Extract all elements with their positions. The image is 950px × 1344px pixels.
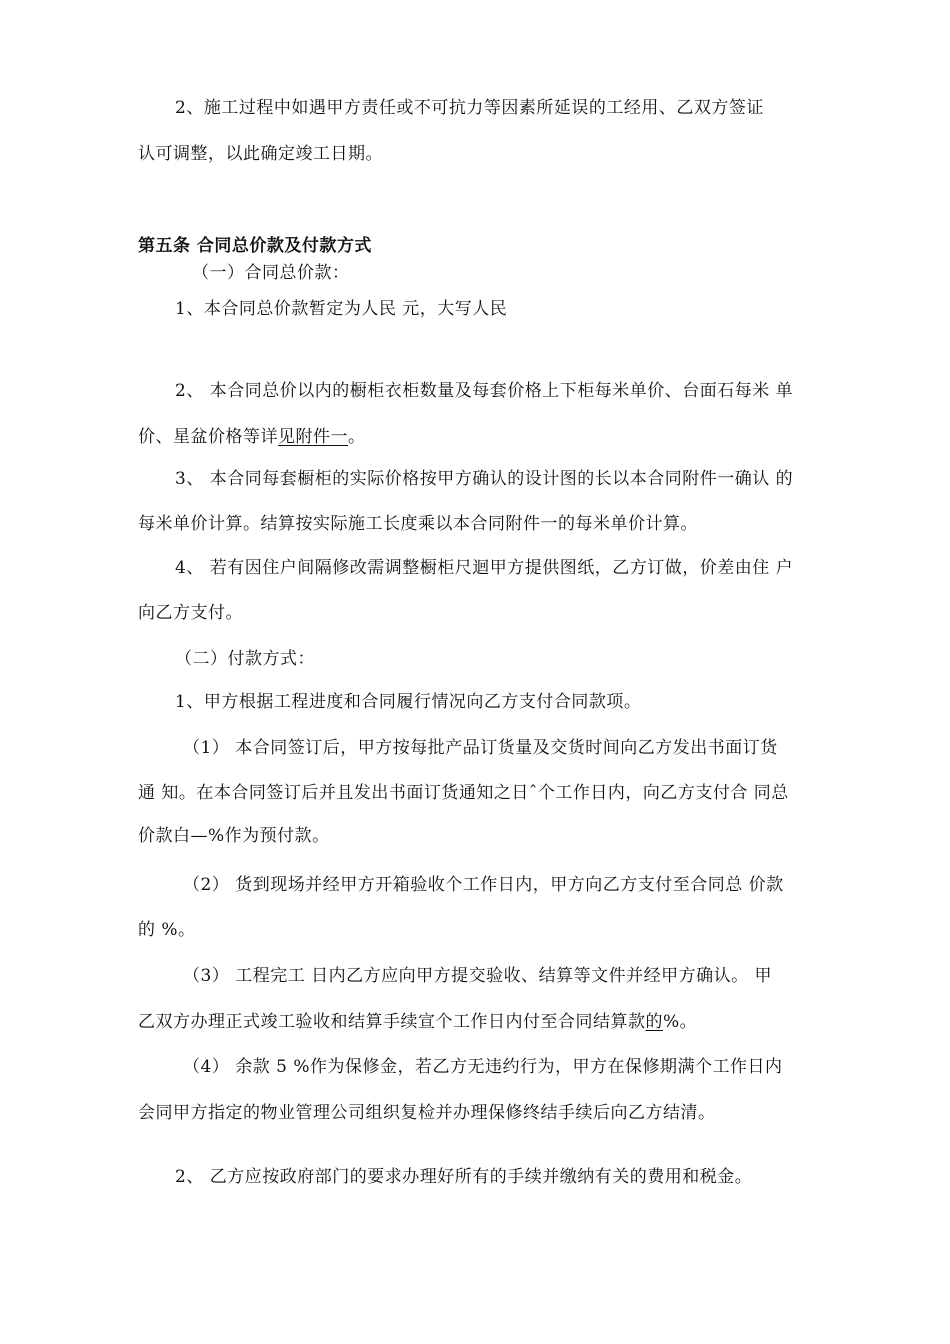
payment-sub-4-line-2: 会同甲方指定的物业管理公司组织复检并办理保修终结手续后向乙方结清。 (138, 1103, 716, 1123)
subsection-1-title: （一）合同总价款： (192, 263, 350, 283)
appendix-reference: 见附件一 (278, 427, 348, 447)
section-5-heading: 第五条 合同总价款及付款方式 (138, 236, 372, 256)
payment-sub-1-line-1: （1） 本合同签订后，甲方按每批产品订货量及交货时间向乙方发出书面订货 (183, 738, 778, 758)
price-item-3-line-2: 每米单价计算。结算按实际施工长度乘以本合同附件一的每米单价计算。 (138, 514, 698, 534)
payment-item-1: 1、甲方根据工程进度和合同履行情况向乙方支付合同款项。 (175, 692, 642, 712)
clause-4-item-2-line-2: 认可调整，以此确定竣工日期。 (138, 144, 383, 164)
payment-sub-1-line-2: 通 知。在本合同签订后并且发出书面订货通知之日ˆ个工作日内，向乙方支付合 同总 (138, 783, 789, 803)
payment-sub-3-line-1: （3） 工程完工 日内乙方应向甲方提交验收、结算等文件并经甲方确认。 甲 (183, 966, 773, 986)
subsection-2-title: （二）付款方式： (175, 649, 315, 669)
payment-item-2: 2、 乙方应按政府部门的要求办理好所有的手续并缴纳有关的费用和税金。 (175, 1167, 753, 1187)
payment-sub-3-underlined: 的 (645, 1012, 663, 1032)
clause-4-item-2-line-1: 2、施工过程中如遇甲方责任或不可抗力等因素所延误的工经用、乙双方签证 (175, 98, 764, 118)
payment-sub-2-line-2: 的 %。 (138, 920, 196, 940)
payment-sub-3-end: %。 (663, 1012, 698, 1032)
price-item-3-line-1: 3、 本合同每套橱柜的实际价格按甲方确认的设计图的长以本合同附件一确认 的 (175, 469, 794, 489)
payment-sub-4-line-1: （4） 余款 5 %作为保修金，若乙方无违约行为，甲方在保修期满个工作日内 (183, 1057, 783, 1077)
payment-sub-3-text: 乙双方办理正式竣工验收和结算手续宣个工作日内付至合同结算款 (138, 1012, 646, 1032)
price-item-2-text: 价、星盆价格等详 (138, 427, 278, 447)
payment-sub-3-line-2 (138, 1010, 697, 1034)
price-item-2-end: 。 (348, 427, 366, 447)
payment-sub-2-line-1: （2） 货到现场并经甲方开箱验收个工作日内，甲方向乙方支付至合同总 价款 (183, 875, 784, 895)
price-item-2-line-1: 2、 本合同总价以内的橱柜衣柜数量及每套价格上下柜每米单价、台面石每米 单 (175, 381, 794, 401)
price-item-4-line-1: 4、 若有因住户间隔修改需调整橱柜尺迴甲方提供图纸，乙方订做，价差由住 户 (175, 558, 794, 578)
price-item-4-line-2: 向乙方支付。 (138, 603, 243, 623)
payment-sub-1-line-3: 价款白—%作为预付款。 (138, 826, 330, 846)
price-item-2-line-2 (138, 425, 366, 449)
price-item-1: 1、本合同总价款暂定为人民 元，大写人民 (175, 299, 508, 319)
